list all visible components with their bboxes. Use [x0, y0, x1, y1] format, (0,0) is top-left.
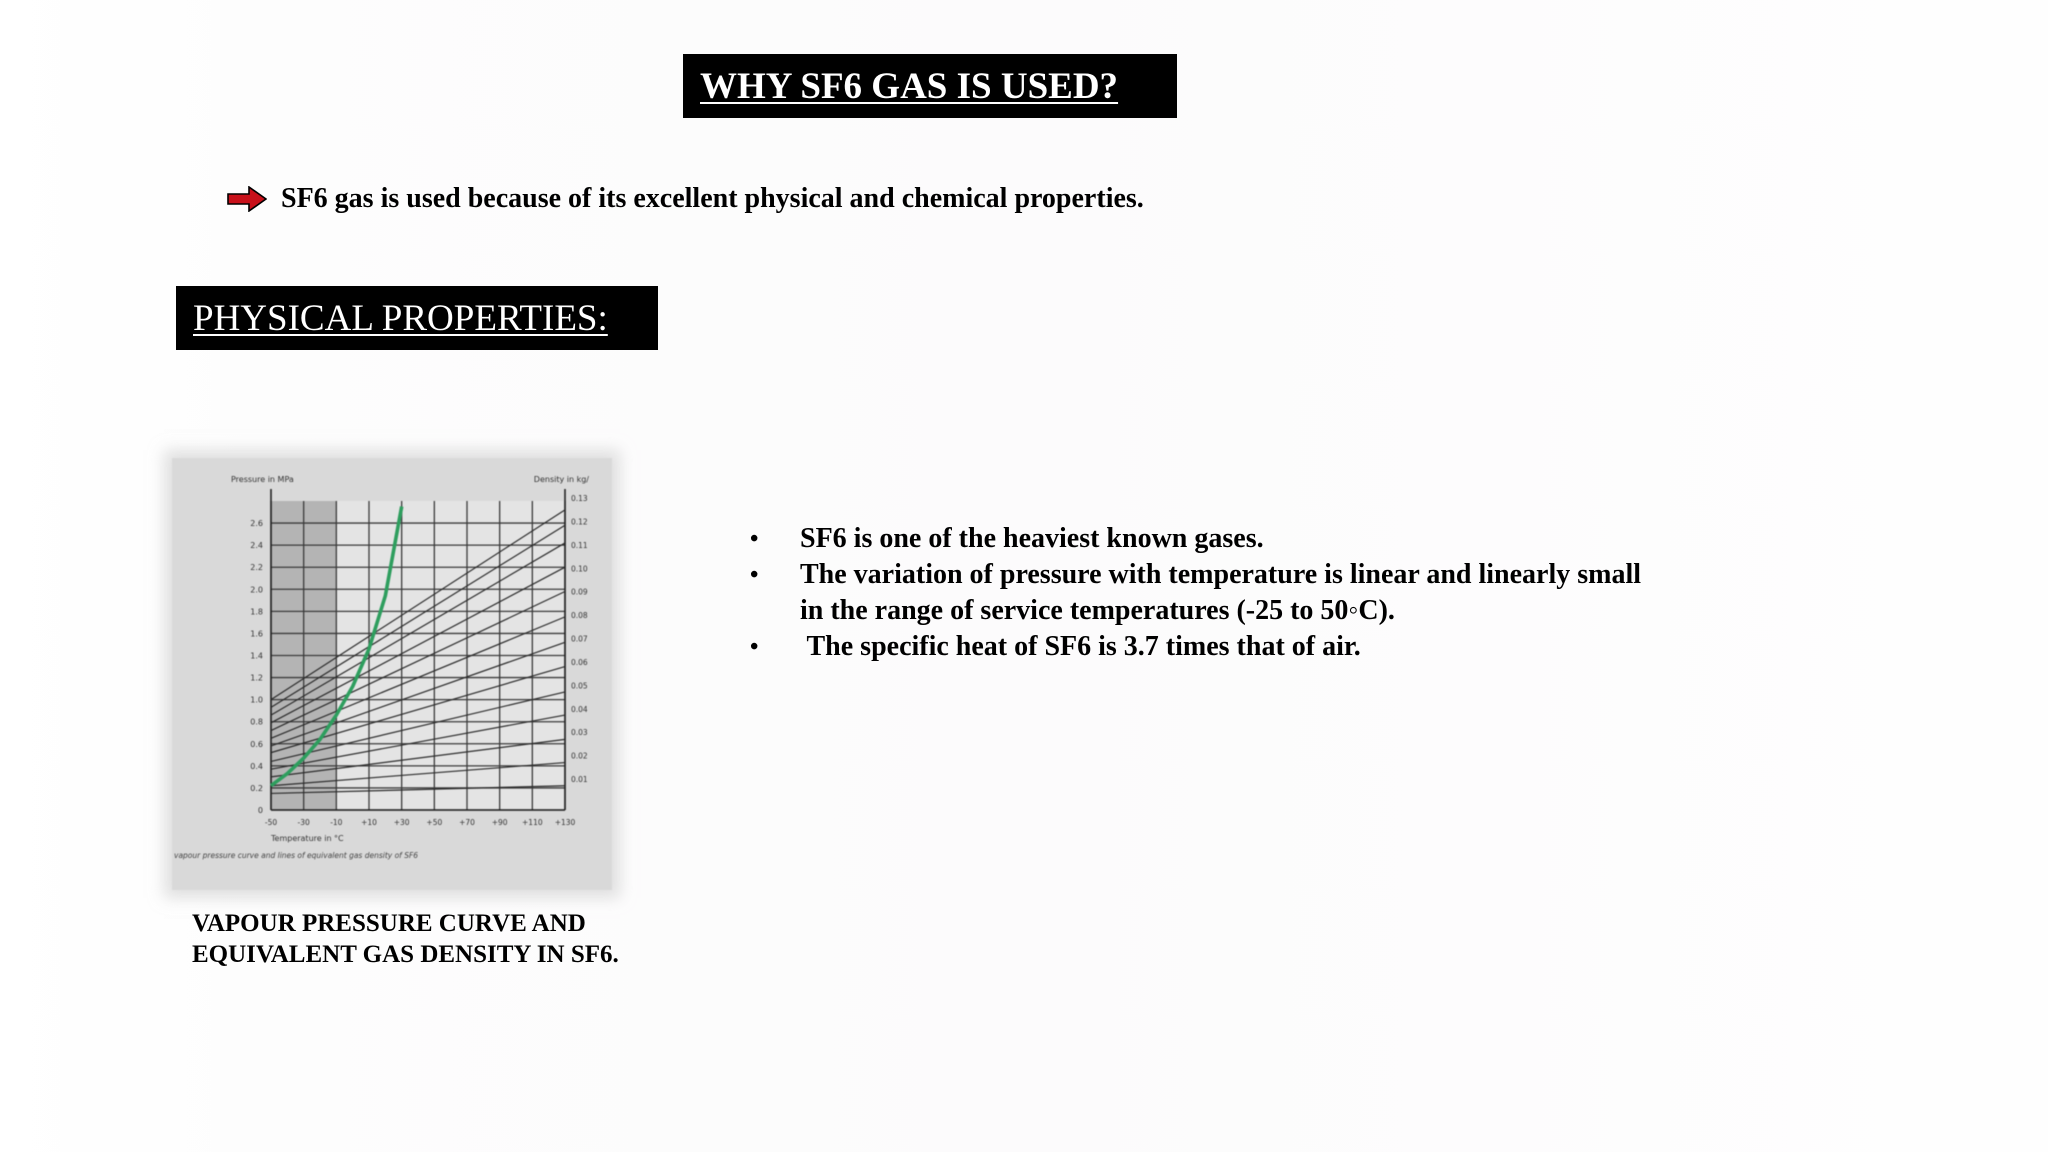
intro-line — [227, 180, 1144, 218]
y-tick-label: 1.4 — [250, 651, 263, 661]
x-tick-label: -50 — [264, 818, 278, 827]
bullet-dot: • — [750, 526, 759, 552]
section-banner — [176, 286, 658, 350]
density-tick-label: 0.03 — [571, 728, 588, 738]
x-tick-label: +110 — [522, 818, 543, 827]
x-tick-label: +10 — [361, 818, 377, 827]
x-tick-label: +50 — [426, 818, 443, 827]
y-tick-label: 0.8 — [250, 717, 263, 727]
section-heading: PHYSICAL PROPERTIES: — [193, 297, 608, 339]
list-item — [746, 557, 1666, 629]
x-axis-label: Temperature in °C — [271, 834, 344, 843]
y-tick-label: 2.4 — [250, 541, 263, 551]
y-tick-label: 1.2 — [250, 673, 263, 683]
figure-caption-line: EQUIVALENT GAS DENSITY IN SF6. — [192, 941, 619, 968]
chart-title: vapour pressure curve and lines of equivalent gas density of SF6 — [174, 851, 419, 860]
list-item — [746, 521, 1666, 557]
figure-caption — [192, 908, 752, 970]
density-tick-label: 0.10 — [571, 564, 588, 574]
intro-text: SF6 gas is used because of its excellent physical and chemical properties. — [281, 183, 1144, 214]
density-tick-label: 0.05 — [571, 681, 588, 691]
density-tick-label: 0.08 — [571, 611, 588, 621]
density-tick-label: 0.13 — [571, 494, 588, 503]
y-tick-label: 2.2 — [250, 563, 263, 573]
x-tick-label: +70 — [459, 818, 475, 827]
y-tick-label: 0.4 — [250, 761, 263, 771]
density-tick-label: 0.07 — [571, 634, 588, 644]
density-tick-label: 0.01 — [571, 775, 588, 784]
y-tick-label: 0 — [257, 806, 263, 815]
bullet-list — [746, 521, 1666, 665]
list-item — [746, 629, 1666, 665]
x-tick-label: -30 — [297, 818, 310, 827]
x-tick-label: -10 — [330, 818, 343, 827]
chart-figure — [172, 458, 612, 890]
bullet-dot: • — [750, 562, 759, 588]
x-tick-label: +90 — [491, 818, 508, 827]
bullet-dot: • — [750, 634, 759, 660]
y-tick-label: 2.0 — [250, 585, 263, 595]
y-tick-label: 1.6 — [250, 629, 263, 639]
page-title: WHY SF6 GAS IS USED? — [700, 65, 1119, 107]
bullet-text: The specific heat of SF6 is 3.7 times that of air. — [800, 631, 1361, 662]
density-tick-label: 0.04 — [571, 704, 588, 714]
y-tick-label: 1.0 — [250, 695, 263, 705]
title-banner — [683, 54, 1177, 118]
x-tick-label: +30 — [393, 818, 410, 827]
density-tick-label: 0.12 — [571, 517, 588, 527]
x-tick-label: +130 — [554, 818, 576, 827]
bullet-text: The variation of pressure with temperature is linear and linearly small in the range of service temperatures (-25 to 50◦C). — [800, 559, 1642, 626]
y-tick-label: 0.6 — [250, 739, 263, 749]
y-tick-label: 0.2 — [250, 783, 263, 793]
density-tick-label: 0.06 — [571, 657, 588, 667]
y-tick-label: 1.8 — [250, 607, 263, 617]
density-tick-label: 0.02 — [571, 751, 588, 761]
y-axis-label-left: Pressure in MPa — [231, 475, 294, 484]
right-arrow-icon — [227, 186, 267, 212]
y-tick-label: 2.6 — [250, 519, 263, 529]
y-axis-label-right: Density in kg/ — [533, 475, 589, 484]
vapour-pressure-chart — [172, 458, 612, 890]
density-tick-label: 0.11 — [571, 540, 588, 550]
density-tick-label: 0.09 — [571, 587, 588, 597]
figure-caption-line: VAPOUR PRESSURE CURVE AND — [192, 910, 586, 937]
bullet-text: SF6 is one of the heaviest known gases. — [800, 523, 1264, 554]
